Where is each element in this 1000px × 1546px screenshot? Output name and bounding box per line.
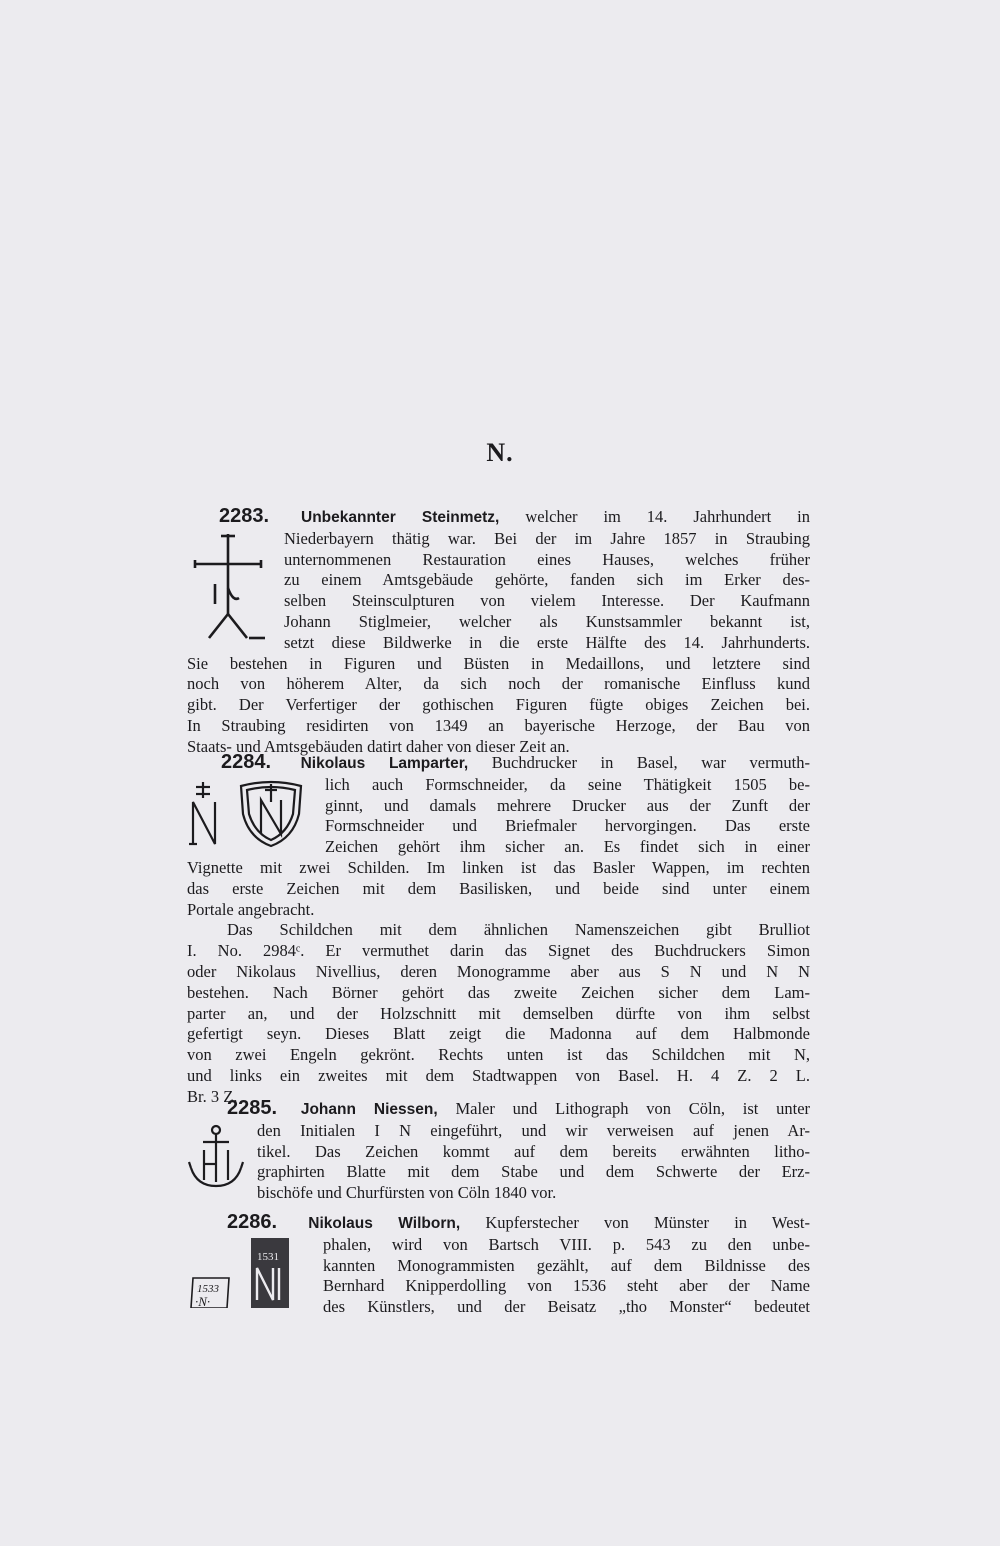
text-line: bischöfe und Churfürsten von Cöln 1840 vor. [257, 1183, 557, 1203]
text-line: das erste Zeichen mit dem Basilisken, und beide sind unter einem [187, 878, 810, 898]
text-line: Formschneider und Briefmaler hervorgingen. Das erste [325, 816, 810, 836]
show-through-text [180, 165, 820, 425]
text-line: unternommenen Restauration eines Hauses, welches früher [284, 549, 810, 569]
stonemason-mark-icon [187, 528, 269, 644]
text-line: I. No. 2984ᶜ. Er vermuthet darin das Signet des Buchdruckers Simon [187, 941, 810, 961]
text-line: bestehen. Nach Börner gehört das zweite Zeichen sicher dem Lam- [187, 982, 810, 1002]
entry-first-line [187, 1212, 810, 1235]
entry-2283 [187, 506, 810, 758]
entry-first-line [187, 506, 810, 529]
monogram-year-b: 1531 [257, 1251, 279, 1263]
anchor-monogram-icon [187, 1124, 245, 1194]
text-line: zu einem Amtsgebäude gehörte, fanden sich im Erker des- [284, 570, 810, 590]
entry-first-line [187, 1098, 810, 1121]
text-line: graphirten Blatte mit dem Stabe und dem Schwerte der Erz- [257, 1162, 810, 1182]
wilborn-monograms-icon [187, 1238, 307, 1308]
entry-name: Nikolaus Lamparter, [300, 755, 469, 772]
monogram-year-a: 1533 [197, 1283, 219, 1295]
section-heading: N. [486, 438, 514, 467]
text-line: und links ein zweites mit dem Stadtwappen von Basel. H. 4 Z. 2 L. [187, 1065, 810, 1085]
text-line: Bernhard Knipperdolling von 1536 steht aber der Name [323, 1276, 810, 1296]
text-line: des Künstlers, und der Beisatz „tho Monster“ bedeutet [323, 1297, 810, 1317]
text-line: parter an, und der Holzschnitt mit demselben dürfte von ihm selbst [187, 1003, 810, 1023]
entry-number: 2286. [227, 1212, 278, 1233]
text-line: Maler und Lithograph von Cöln, ist unter [455, 1099, 810, 1118]
text-line: von zwei Engeln gekrönt. Rechts unten ist das Schildchen mit N, [187, 1045, 810, 1065]
text-line: In Straubing residirten von 1349 an bayerische Herzoge, der Bau von [187, 715, 810, 735]
text-line: Johann Stiglmeier, welcher als Kunstsammler bekannt ist, [284, 611, 810, 631]
text-line: oder Nikolaus Nivellius, deren Monogramme aber aus S N und N N [187, 961, 810, 981]
text-line: gefertigt seyn. Dieses Blatt zeigt die Madonna auf dem Halbmonde [187, 1024, 810, 1044]
text-line: lich auch Formschneider, da seine Thätigkeit 1505 be- [325, 774, 810, 794]
text-line: Buchdrucker in Basel, war vermuth- [491, 753, 810, 772]
entry-number: 2285. [227, 1098, 278, 1119]
entry-2285 [187, 1098, 810, 1204]
text-line: Portale angebracht. [187, 899, 315, 919]
lamparter-monogram-shields-icon [187, 778, 312, 850]
entry-number: 2283. [219, 506, 270, 527]
text-line: Das Schildchen mit dem ähnlichen Namenszeichen gibt Brulliot [227, 920, 810, 940]
text-line: Niederbayern thätig war. Bei der im Jahre 1857 in Straubing [284, 528, 810, 548]
text-line: setzt diese Bildwerke in die erste Hälfte des 14. Jahrhunderts. [284, 632, 810, 652]
text-line: Sie bestehen in Figuren und Büsten in Medaillons, und letztere sind [187, 653, 810, 673]
entry-2286 [187, 1212, 810, 1318]
entry-name: Unbekannter Steinmetz, [301, 509, 500, 526]
text-line: Staats- und Amtsgebäuden datirt daher von dieser Zeit an. [187, 736, 570, 756]
entry-name: Nikolaus Wilborn, [308, 1215, 461, 1232]
text-line: noch von höherem Alter, da sich noch der romanische Einfluss kund [187, 674, 810, 694]
entry-2284 [187, 752, 810, 1108]
monogram-letters: ·N· [195, 1294, 211, 1308]
text-line: tikel. Das Zeichen kommt auf dem bereits erwähnten litho- [257, 1141, 810, 1161]
entry-number: 2284. [221, 752, 272, 773]
text-line: welcher im 14. Jahrhundert in [525, 507, 810, 526]
text-line: selben Steinsculpturen von vielem Interesse. Der Kaufmann [284, 591, 810, 611]
text-line: kannten Monogrammisten gezählt, auf dem Bildnisse des [323, 1255, 810, 1275]
text-line: Vignette mit zwei Schilden. Im linken ist das Basler Wappen, im rechten [187, 857, 810, 877]
text-line: gibt. Der Verfertiger der gothischen Figuren fügte obiges Zeichen bei. [187, 695, 810, 715]
text-line: ginnt, und damals mehrere Drucker aus der Zunft der [325, 795, 810, 815]
text-line: phalen, wird von Bartsch VIII. p. 543 zu den unbe- [323, 1234, 810, 1254]
entry-name: Johann Niessen, [300, 1101, 438, 1118]
text-line: Br. 3 Z. [187, 1086, 238, 1106]
text-line: den Initialen I N eingeführt, und wir verweisen auf jenen Ar- [257, 1120, 810, 1140]
entry-first-line [187, 752, 810, 775]
text-line: Zeichen gehört ihm sicher an. Es findet sich in einer [325, 837, 810, 857]
text-line: Kupferstecher von Münster in West- [485, 1213, 810, 1232]
